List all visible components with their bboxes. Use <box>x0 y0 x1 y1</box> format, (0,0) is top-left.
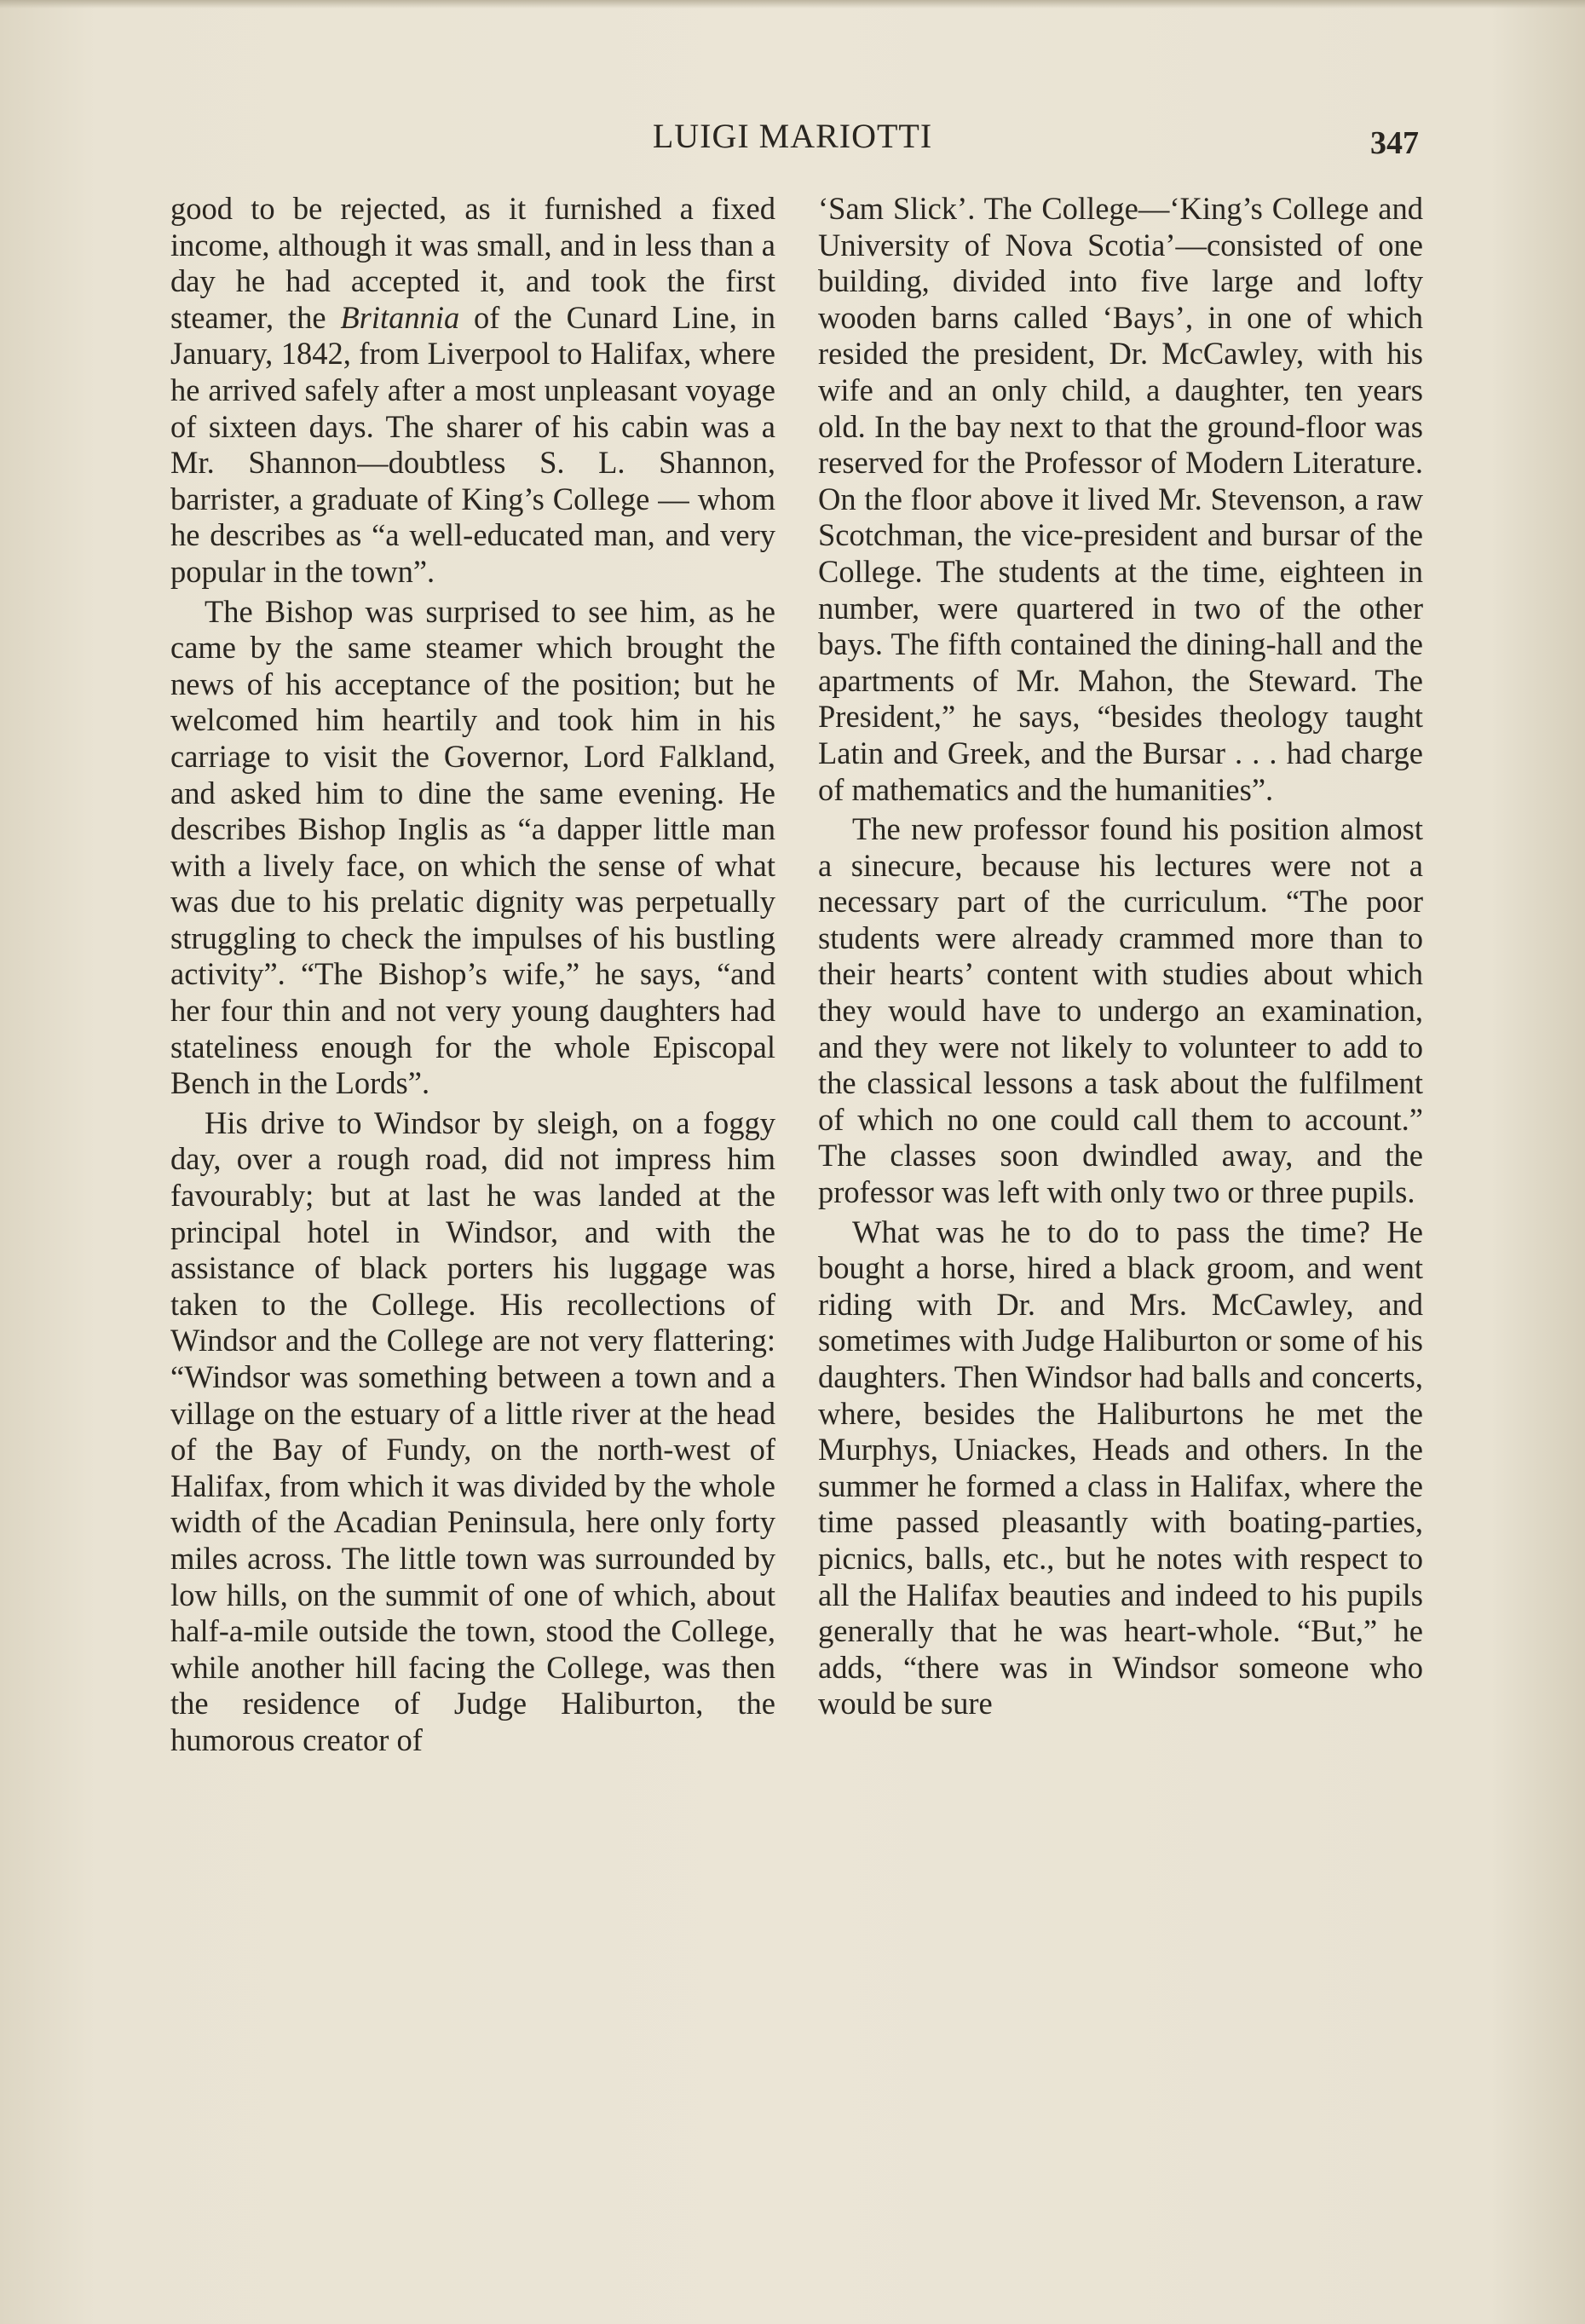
right-paragraph-2: The new professor found his position almost a sinecure, because his lectures were not a necessary part of the curriculum. “The poor students were already crammed more than to their hearts’ content with studies about which they would have to undergo an examination, and they were not likely to volunteer to add to the classical lessons a task about the fulfilment of which no one could call them to account.” The classes soon dwindled away, and the professor was left with only two or three pupils. <box>818 811 1423 1210</box>
page-top-edge <box>0 0 1585 9</box>
left-column <box>170 191 775 1759</box>
left-paragraph-1-text-b: of the Cunard Line, in January, 1842, from Liverpool to Halifax, where he arrived safely after a most unpleasant voyage of sixteen days. The sharer of his cabin was a Mr. Shannon—doubtless S. L. Shannon, barrister, a graduate of King’s College — whom he describes as “a well-educated man, and very popular in the town”. <box>170 299 775 589</box>
running-head: LUIGI MARIOTTI <box>652 117 933 155</box>
left-paragraph-1 <box>170 191 775 591</box>
right-paragraph-1: ‘Sam Slick’. The College—‘King’s College and University of Nova Scotia’—consisted of one building, divided into five large and lofty wooden barns called ‘Bays’, in one of which resided the president, Dr. McCawley, with his wife and an only child, a daughter, ten years old. In the bay next to that the ground-floor was reserved for the Professor of Modern Literature. On the floor above it lived Mr. Stevenson, a raw Scotchman, the vice-president and bursar of the College. The students at the time, eighteen in number, were quartered in two of the other bays. The fifth contained the dining-hall and the apartments of Mr. Mahon, the Steward. The President,” he says, “besides theology taught Latin and Greek, and the Bursar . . . had charge of mathematics and the humanities”. <box>818 191 1423 807</box>
page-number: 347 <box>1370 125 1419 161</box>
right-paragraph-3: What was he to do to pass the time? He bought a horse, hired a black groom, and went riding with Dr. and Mrs. McCawley, and sometimes with Judge Haliburton or some of his daughters. Then Windsor had balls and concerts, where, besides the Haliburtons he met the Murphys, Uniackes, Heads and others. In the summer he formed a class in Halifax, where the time passed pleasantly with boating-parties, picnics, balls, etc., but he notes with respect to all the Halifax beauties and indeed to his pupils generally that he was heart-whole. “But,” he adds, “there was in Windsor someone who would be sure <box>818 1214 1423 1721</box>
left-paragraph-1-text-a: good to be rejected, as it furnished a fixed income, although it was small, and in less than a day he had accepted it, and took the first steamer, the <box>170 191 775 335</box>
left-paragraph-2: The Bishop was surprised to see him, as he came by the same steamer which brought the news of his acceptance of the position; but he welcomed him heartily and took him in his carriage to visit the Governor, Lord Falkland, and asked him to dine the same evening. He describes Bishop Inglis as “a dapper little man with a lively face, on which the sense of what was due to his prelatic dignity was perpetually struggling to check the impulses of his bustling activity”. “The Bishop’s wife,” he says, “and her four thin and not very young daughters had stateliness enough for the whole Episcopal Bench in the Lords”. <box>170 593 775 1101</box>
right-column <box>818 191 1423 1722</box>
left-paragraph-3: His drive to Windsor by sleigh, on a foggy day, over a rough road, did not impress him favourably; but at last he was landed at the principal hotel in Windsor, and with the assistance of black porters his luggage was taken to the College. His recollections of Windsor and the College are not very flattering: “Windsor was something between a town and a village on the estuary of a little river at the head of the Bay of Fundy, on the north-west of Halifax, from which it was divided by the whole width of the Acadian Peninsula, here only forty miles across. The little town was surrounded by low hills, on the summit of one of which, about half-a-mile outside the town, stood the College, while another hill facing the College, was then the residence of Judge Haliburton, the humorous creator of <box>170 1104 775 1757</box>
ship-name: Britannia <box>340 299 460 335</box>
